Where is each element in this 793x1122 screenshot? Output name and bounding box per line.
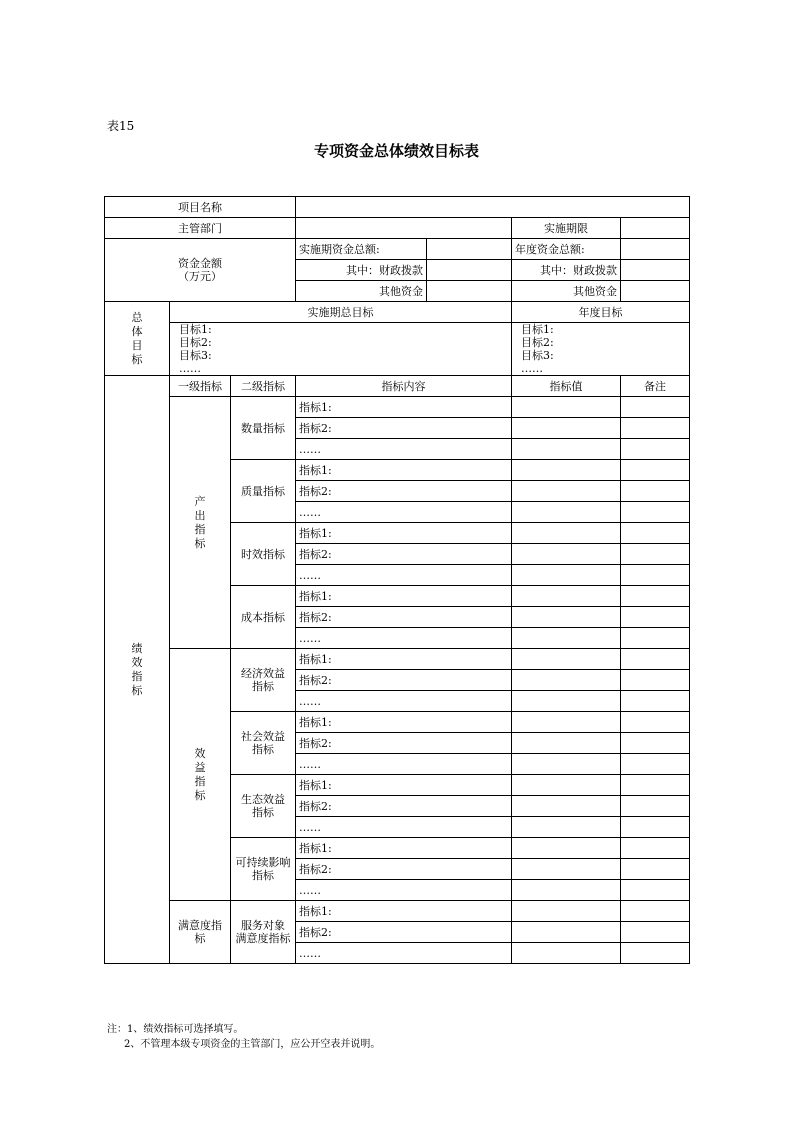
level1-header: 一级指标	[170, 376, 231, 397]
funds-unit-text: （万元）	[178, 270, 222, 283]
project-name-value[interactable]	[296, 197, 690, 218]
value-header: 指标值	[512, 376, 621, 397]
indicator-note[interactable]	[621, 649, 690, 670]
overall-char-1: 总	[131, 310, 143, 324]
service-line-1: 服务对象	[241, 919, 285, 932]
indicator-note[interactable]	[621, 628, 690, 649]
economic-benefit-indicator	[231, 649, 296, 712]
period-total-value[interactable]	[427, 239, 512, 260]
indicator-value[interactable]	[512, 460, 621, 481]
indicator-item[interactable]: 指标1:	[296, 523, 512, 544]
indicator-item[interactable]: 指标2:	[296, 922, 512, 943]
dept-value[interactable]	[296, 218, 512, 239]
indicator-item[interactable]: 指标2:	[296, 733, 512, 754]
output-char-4: 标	[194, 536, 206, 550]
overall-char-4: 标	[131, 352, 143, 366]
indicator-item[interactable]: ……	[296, 628, 512, 649]
period-goal-item: 目标1:	[179, 323, 212, 336]
benefit-indicator-label	[170, 649, 231, 901]
indicator-note[interactable]	[621, 607, 690, 628]
indicator-item[interactable]: 指标2:	[296, 418, 512, 439]
indicator-value[interactable]	[512, 628, 621, 649]
indicator-value[interactable]	[512, 733, 621, 754]
period-goal-cell[interactable]	[170, 323, 512, 376]
indicator-value[interactable]	[512, 838, 621, 859]
overall-goal-label	[105, 302, 170, 376]
perf-char-3: 指	[131, 669, 143, 683]
indicator-note[interactable]	[621, 901, 690, 922]
indicator-note[interactable]	[621, 922, 690, 943]
indicator-note[interactable]	[621, 523, 690, 544]
indicator-item[interactable]: ……	[296, 817, 512, 838]
annual-goal-item: 目标2:	[521, 336, 554, 349]
indicator-value[interactable]	[512, 586, 621, 607]
indicator-value[interactable]	[512, 418, 621, 439]
indicator-item[interactable]: ……	[296, 565, 512, 586]
indicator-value[interactable]	[512, 502, 621, 523]
indicator-note[interactable]	[621, 838, 690, 859]
economic-line-2: 指标	[252, 680, 274, 693]
indicator-value[interactable]	[512, 565, 621, 586]
period-value[interactable]	[621, 218, 690, 239]
indicator-item[interactable]: 指标1:	[296, 586, 512, 607]
annual-fiscal-label: 其中：财政拨款	[512, 260, 621, 281]
benefit-char-1: 效	[194, 746, 206, 760]
benefit-char-4: 标	[194, 788, 206, 802]
indicator-value[interactable]	[512, 544, 621, 565]
indicator-value[interactable]	[512, 397, 621, 418]
footnotes	[107, 1022, 380, 1052]
indicator-note[interactable]	[621, 586, 690, 607]
period-goal-item: ……	[179, 362, 201, 375]
perf-indicator-label	[105, 376, 170, 964]
indicator-item[interactable]: 指标1:	[296, 901, 512, 922]
annual-other-value[interactable]	[621, 281, 690, 302]
indicator-note[interactable]	[621, 481, 690, 502]
indicator-note[interactable]	[621, 859, 690, 880]
indicator-value[interactable]	[512, 439, 621, 460]
ecological-benefit-indicator	[231, 775, 296, 838]
indicator-note[interactable]	[621, 502, 690, 523]
indicator-item[interactable]: 指标2:	[296, 481, 512, 502]
indicator-item[interactable]: 指标1:	[296, 649, 512, 670]
quantity-indicator: 数量指标	[231, 397, 296, 460]
annual-total-value[interactable]	[621, 239, 690, 260]
ecological-line-2: 指标	[252, 806, 274, 819]
annual-other-label: 其他资金	[512, 281, 621, 302]
indicator-note[interactable]	[621, 775, 690, 796]
output-char-1: 产	[194, 494, 206, 508]
indicator-value[interactable]	[512, 859, 621, 880]
indicator-value[interactable]	[512, 649, 621, 670]
indicator-item[interactable]: ……	[296, 439, 512, 460]
indicator-note[interactable]	[621, 691, 690, 712]
benefit-char-2: 益	[194, 760, 206, 774]
perf-char-2: 效	[131, 655, 143, 669]
indicator-value[interactable]	[512, 880, 621, 901]
period-goal-header: 实施期总目标	[170, 302, 512, 323]
period-goal-item: 目标3:	[179, 349, 212, 362]
indicator-note[interactable]	[621, 712, 690, 733]
overall-char-3: 目	[131, 338, 143, 352]
indicator-value[interactable]	[512, 691, 621, 712]
indicator-note[interactable]	[621, 565, 690, 586]
output-indicator-label	[170, 397, 231, 649]
funds-label-text: 资金金额	[178, 257, 222, 270]
performance-target-table	[104, 196, 690, 964]
indicator-item[interactable]: 指标2:	[296, 796, 512, 817]
indicator-note[interactable]	[621, 670, 690, 691]
cost-indicator: 成本指标	[231, 586, 296, 649]
annual-fiscal-value[interactable]	[621, 260, 690, 281]
indicator-note[interactable]	[621, 943, 690, 964]
dept-label: 主管部门	[105, 218, 296, 239]
output-char-2: 出	[194, 508, 206, 522]
output-char-3: 指	[194, 522, 206, 536]
footnote-2: 2、不管理本级专项资金的主管部门，应公开空表并说明。	[124, 1039, 381, 1050]
sustainable-line-1: 可持续影响	[235, 856, 291, 869]
funds-label	[105, 239, 296, 302]
period-total-label: 实施期资金总额:	[296, 239, 427, 260]
indicator-note[interactable]	[621, 418, 690, 439]
indicator-value[interactable]	[512, 943, 621, 964]
perf-char-1: 绩	[131, 641, 143, 655]
indicator-item[interactable]: ……	[296, 691, 512, 712]
footnote-1: 注：1、绩效指标可选择填写。	[107, 1024, 244, 1035]
sustainable-line-2: 指标	[252, 869, 274, 882]
indicator-note[interactable]	[621, 880, 690, 901]
service-line-2: 满意度指标	[235, 932, 291, 945]
indicator-item[interactable]: 指标2:	[296, 670, 512, 691]
period-fiscal-label: 其中：财政拨款	[296, 260, 427, 281]
indicator-value[interactable]	[512, 670, 621, 691]
perf-char-4: 标	[131, 683, 143, 697]
social-line-1: 社会效益	[241, 730, 285, 743]
sustainable-impact-indicator	[231, 838, 296, 901]
indicator-note[interactable]	[621, 460, 690, 481]
indicator-value[interactable]	[512, 754, 621, 775]
indicator-value[interactable]	[512, 901, 621, 922]
annual-total-label: 年度资金总额:	[512, 239, 621, 260]
period-other-value[interactable]	[427, 281, 512, 302]
social-line-2: 指标	[252, 743, 274, 756]
indicator-value[interactable]	[512, 775, 621, 796]
overall-char-2: 体	[131, 324, 143, 338]
period-goal-item: 目标2:	[179, 336, 212, 349]
period-other-label: 其他资金	[296, 281, 427, 302]
indicator-value[interactable]	[512, 922, 621, 943]
period-fiscal-value[interactable]	[427, 260, 512, 281]
indicator-item[interactable]: ……	[296, 880, 512, 901]
indicator-note[interactable]	[621, 754, 690, 775]
indicator-note[interactable]	[621, 397, 690, 418]
indicator-note[interactable]	[621, 439, 690, 460]
indicator-value[interactable]	[512, 817, 621, 838]
indicator-value[interactable]	[512, 796, 621, 817]
annual-goal-item: ……	[521, 362, 543, 375]
indicator-note[interactable]	[621, 817, 690, 838]
indicator-item[interactable]: 指标2:	[296, 544, 512, 565]
economic-line-1: 经济效益	[241, 667, 285, 680]
indicator-value[interactable]	[512, 712, 621, 733]
period-label: 实施期限	[512, 218, 621, 239]
indicator-item[interactable]: 指标1:	[296, 838, 512, 859]
annual-goal-cell[interactable]	[512, 323, 690, 376]
service-satisfaction-indicator	[231, 901, 296, 964]
content-header: 指标内容	[296, 376, 512, 397]
form-number: 表15	[107, 119, 135, 133]
satisfaction-indicator-label: 满意度指标	[170, 901, 231, 964]
indicator-item[interactable]: 指标1:	[296, 775, 512, 796]
annual-goal-item: 目标3:	[521, 349, 554, 362]
annual-goal-item: 目标1:	[521, 323, 554, 336]
note-header: 备注	[621, 376, 690, 397]
indicator-value[interactable]	[512, 481, 621, 502]
indicator-note[interactable]	[621, 796, 690, 817]
social-benefit-indicator	[231, 712, 296, 775]
ecological-line-1: 生态效益	[241, 793, 285, 806]
quality-indicator: 质量指标	[231, 460, 296, 523]
level2-header: 二级指标	[231, 376, 296, 397]
indicator-value[interactable]	[512, 607, 621, 628]
indicator-item[interactable]: ……	[296, 754, 512, 775]
indicator-item[interactable]: ……	[296, 502, 512, 523]
indicator-item[interactable]: 指标2:	[296, 607, 512, 628]
indicator-note[interactable]	[621, 544, 690, 565]
indicator-item[interactable]: 指标1:	[296, 397, 512, 418]
indicator-item[interactable]: 指标1:	[296, 712, 512, 733]
annual-goal-header: 年度目标	[512, 302, 690, 323]
timeliness-indicator: 时效指标	[231, 523, 296, 586]
indicator-value[interactable]	[512, 523, 621, 544]
indicator-item[interactable]: 指标2:	[296, 859, 512, 880]
indicator-note[interactable]	[621, 733, 690, 754]
page-title: 专项资金总体绩效目标表	[313, 142, 479, 160]
indicator-item[interactable]: ……	[296, 943, 512, 964]
project-name-label: 项目名称	[105, 197, 296, 218]
benefit-char-3: 指	[194, 774, 206, 788]
indicator-item[interactable]: 指标1:	[296, 460, 512, 481]
